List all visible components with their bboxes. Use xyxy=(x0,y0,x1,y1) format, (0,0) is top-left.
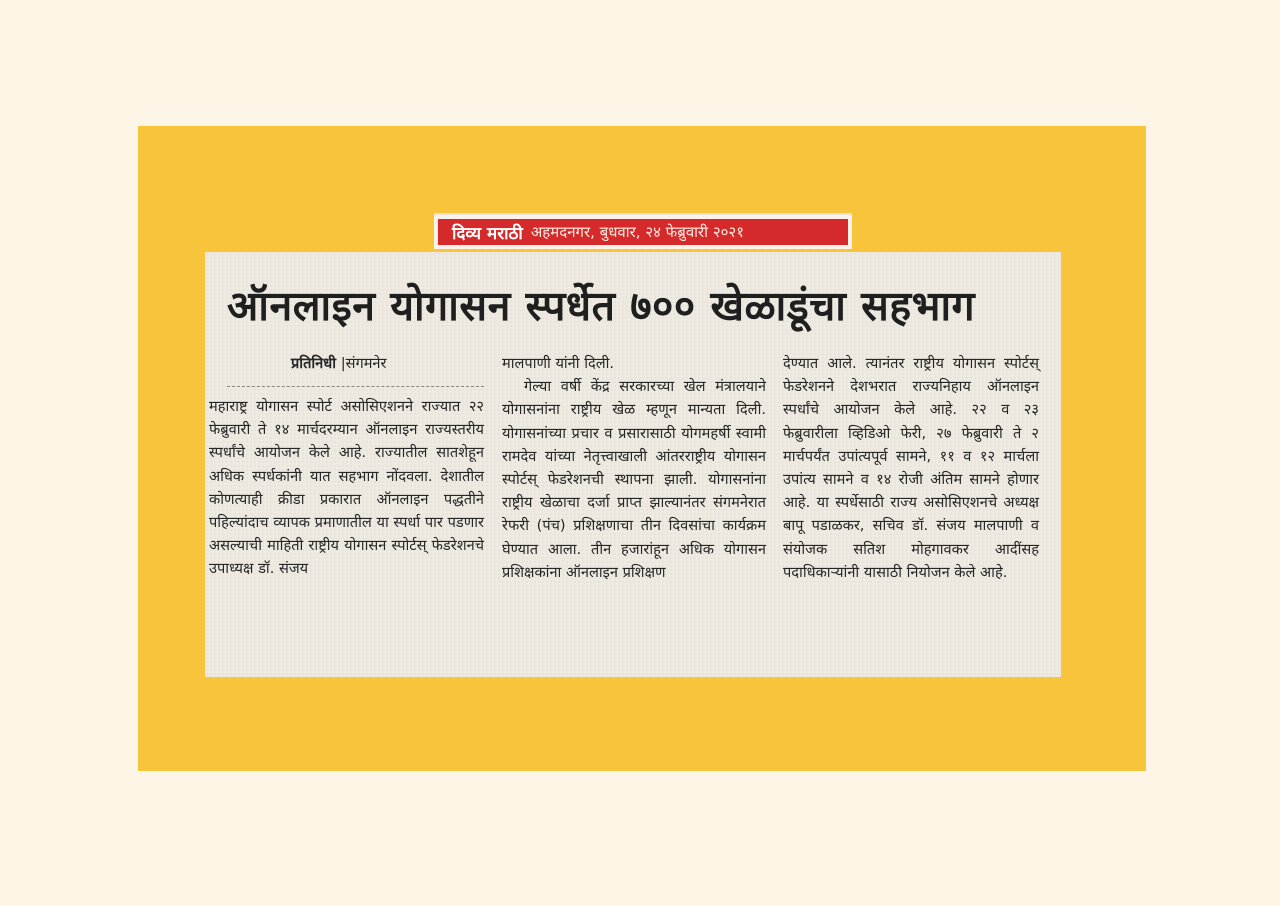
byline-separator: | xyxy=(340,355,346,372)
article-byline xyxy=(209,352,484,375)
byline-label: प्रतिनिधी xyxy=(291,355,337,372)
newspaper-clipping xyxy=(205,252,1061,677)
article-paragraph-2: गेल्या वर्षी केंद्र सरकारच्या खेल मंत्रालयाने योगासनांना राष्ट्रीय खेळ म्हणून मान्यता दिली. योगासनांच्या प्रचार व प्रसारासाठी योगमहर्षी स्वामी रामदेव यांच्या नेतृत्त्वाखाली आंतरराष्ट्रीय योगासन स्पोर्टस् फेडरेशनची स्थापना झाली. योगासनांना राष्ट्रीय खेळाचा दर्जा प्राप्त झाल्यानंतर संगमनेरात रेफरी (पंच) प्रशिक्षणाचा तीन दिवसांचा कार्यक्रम घेण्यात आला. तीन हजारांहून अधिक योगासन प्रशिक्षकांना ऑनलाइन प्रशिक्षण xyxy=(502,378,766,581)
article-column-2 xyxy=(502,352,766,584)
masthead-band xyxy=(438,219,848,245)
article-paragraph-1: महाराष्ट्र योगासन स्पोर्ट असोसिएशनने राज्यात २२ फेब्रुवारी ते १४ मार्चदरम्यान ऑनलाइन राज्यस्तरीय स्पर्धांचे आयोजन केले आहे. राज्यातील सातशेहून अधिक स्पर्धकांनी यात सहभाग नोंदवला. देशातील कोणत्याही क्रीडा प्रकारात ऑनलाइन पद्धतीने पहिल्यांदाच व्यापक प्रमाणातील या स्पर्धा पार पडणार असल्याची माहिती राष्ट्रीय योगासन स्पोर्टस् फेडरेशनचे उपाध्यक्ष डॉ. संजय xyxy=(209,398,484,578)
article-column-3 xyxy=(783,352,1039,584)
byline-divider xyxy=(227,386,484,387)
newspaper-brand: दिव्य मराठी xyxy=(452,223,523,244)
article-headline: ऑनलाइन योगासन स्पर्धेत ७०० खेळाडूंचा सहभाग xyxy=(227,282,976,330)
article-paragraph-2-intro: मालपाणी यांनी दिली. xyxy=(502,355,615,372)
article-column-1 xyxy=(209,352,484,581)
byline-place: संगमनेर xyxy=(345,355,387,372)
article-paragraph-3: देण्यात आले. त्यानंतर राष्ट्रीय योगासन स्पोर्टस् फेडरेशनने देशभरात राज्यनिहाय ऑनलाइन स्पर्धांचे आयोजन केले आहे. २२ व २३ फेब्रुवारीला व्हिडिओ फेरी, २७ फेब्रुवारी ते २ मार्चपर्यंत उपांत्यपूर्व सामने, ११ व १२ मार्चला उपांत्य सामने व १४ रोजी अंतिम सामने होणार आहे. या स्पर्धेसाठी राज्य असोसिएशनचे अध्यक्ष बापू पडाळकर, सचिव डॉ. संजय मालपाणी व संयोजक सतिश मोहगावकर आदींसह पदाधिकाऱ्यांनी यासाठी नियोजन केले आहे. xyxy=(783,355,1039,581)
newspaper-masthead xyxy=(434,213,852,249)
newspaper-dateline: अहमदनगर, बुधवार, २४ फेब्रुवारी २०२१ xyxy=(530,223,745,241)
